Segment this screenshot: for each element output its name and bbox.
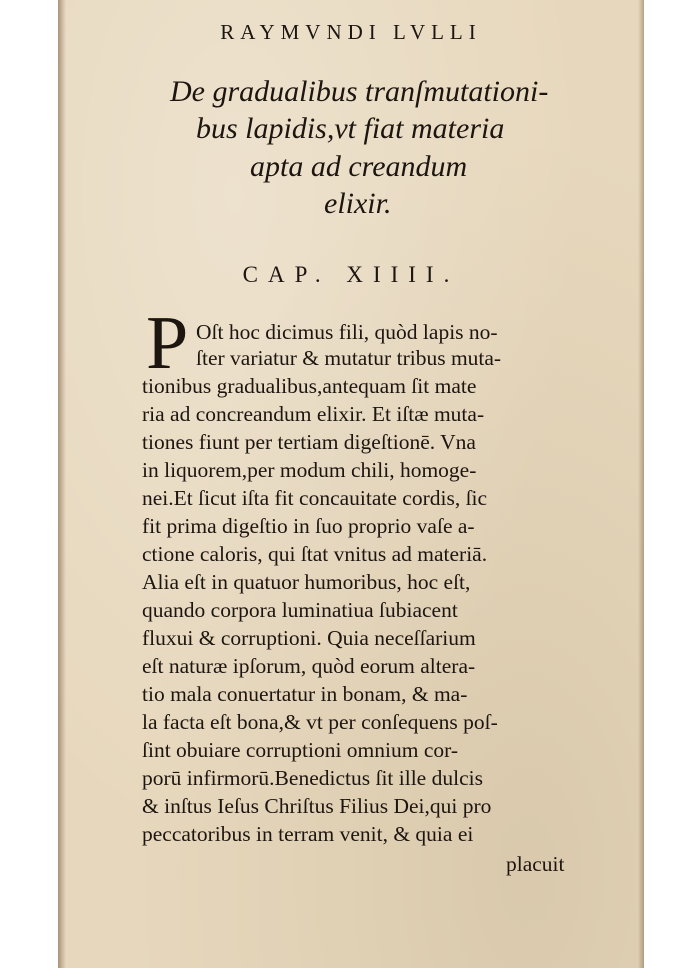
body-line: fit prima digeſtio in ſuo proprio vaſe a- [142,514,475,538]
body-line: ctione caloris, qui ſtat vnitus ad materiā. [142,542,488,566]
body-line: porū infirmorū.Benedictus ſit ille dulcis [142,766,483,790]
book-page [58,0,644,968]
body-line: tio mala conuertatur in bonam, & ma- [142,682,468,706]
title-line: bus lapidis,vt fiat materia [196,112,505,145]
catchword: placuit [506,852,565,876]
body-line: & inſtus Ieſus Chriſtus Filius Dei,qui pro [142,794,492,818]
body-line: fluxui & corruptioni. Quia neceſſarium [142,626,476,650]
body-line: quando corpora luminatiua ſubiacent [142,598,458,622]
body-line: nei.Et ſicut iſta fit concauitate cordis, ſic [142,486,488,510]
body-line: ſter variatur & mutatur tribus muta- [196,346,502,370]
title-line: apta ad creandum [250,150,468,183]
body-line: Alia eſt in quatuor humoribus, hoc eſt, [142,570,471,594]
body-line: tiones fiunt per tertiam digeſtionē. Vna [142,430,476,454]
title-line: elixir. [324,187,392,220]
running-head: RAYMVNDI LVLLI [220,20,482,44]
drop-cap: P [146,301,189,385]
body-line: in liquorem,per modum chili, homoge- [142,458,477,482]
title-line: De gradualibus tranſmutationi- [170,75,549,108]
body-line: ſint obuiare corruptioni omnium cor- [142,738,459,762]
chapter-heading: CAP. XIIII. [242,262,460,287]
body-line: tionibus gradualibus,antequam ſit mate [142,374,477,398]
body-line: ria ad concreandum elixir. Et iſtæ muta- [142,402,485,426]
body-line: eſt naturæ ipſorum, quòd eorum altera- [142,654,476,678]
body-line: Oſt hoc dicimus fili, quòd lapis no- [196,320,498,344]
body-line: la facta eſt bona,& vt per conſequens poſ- [142,710,498,734]
body-line: peccatoribus in terram venit, & quia ei [142,822,474,846]
